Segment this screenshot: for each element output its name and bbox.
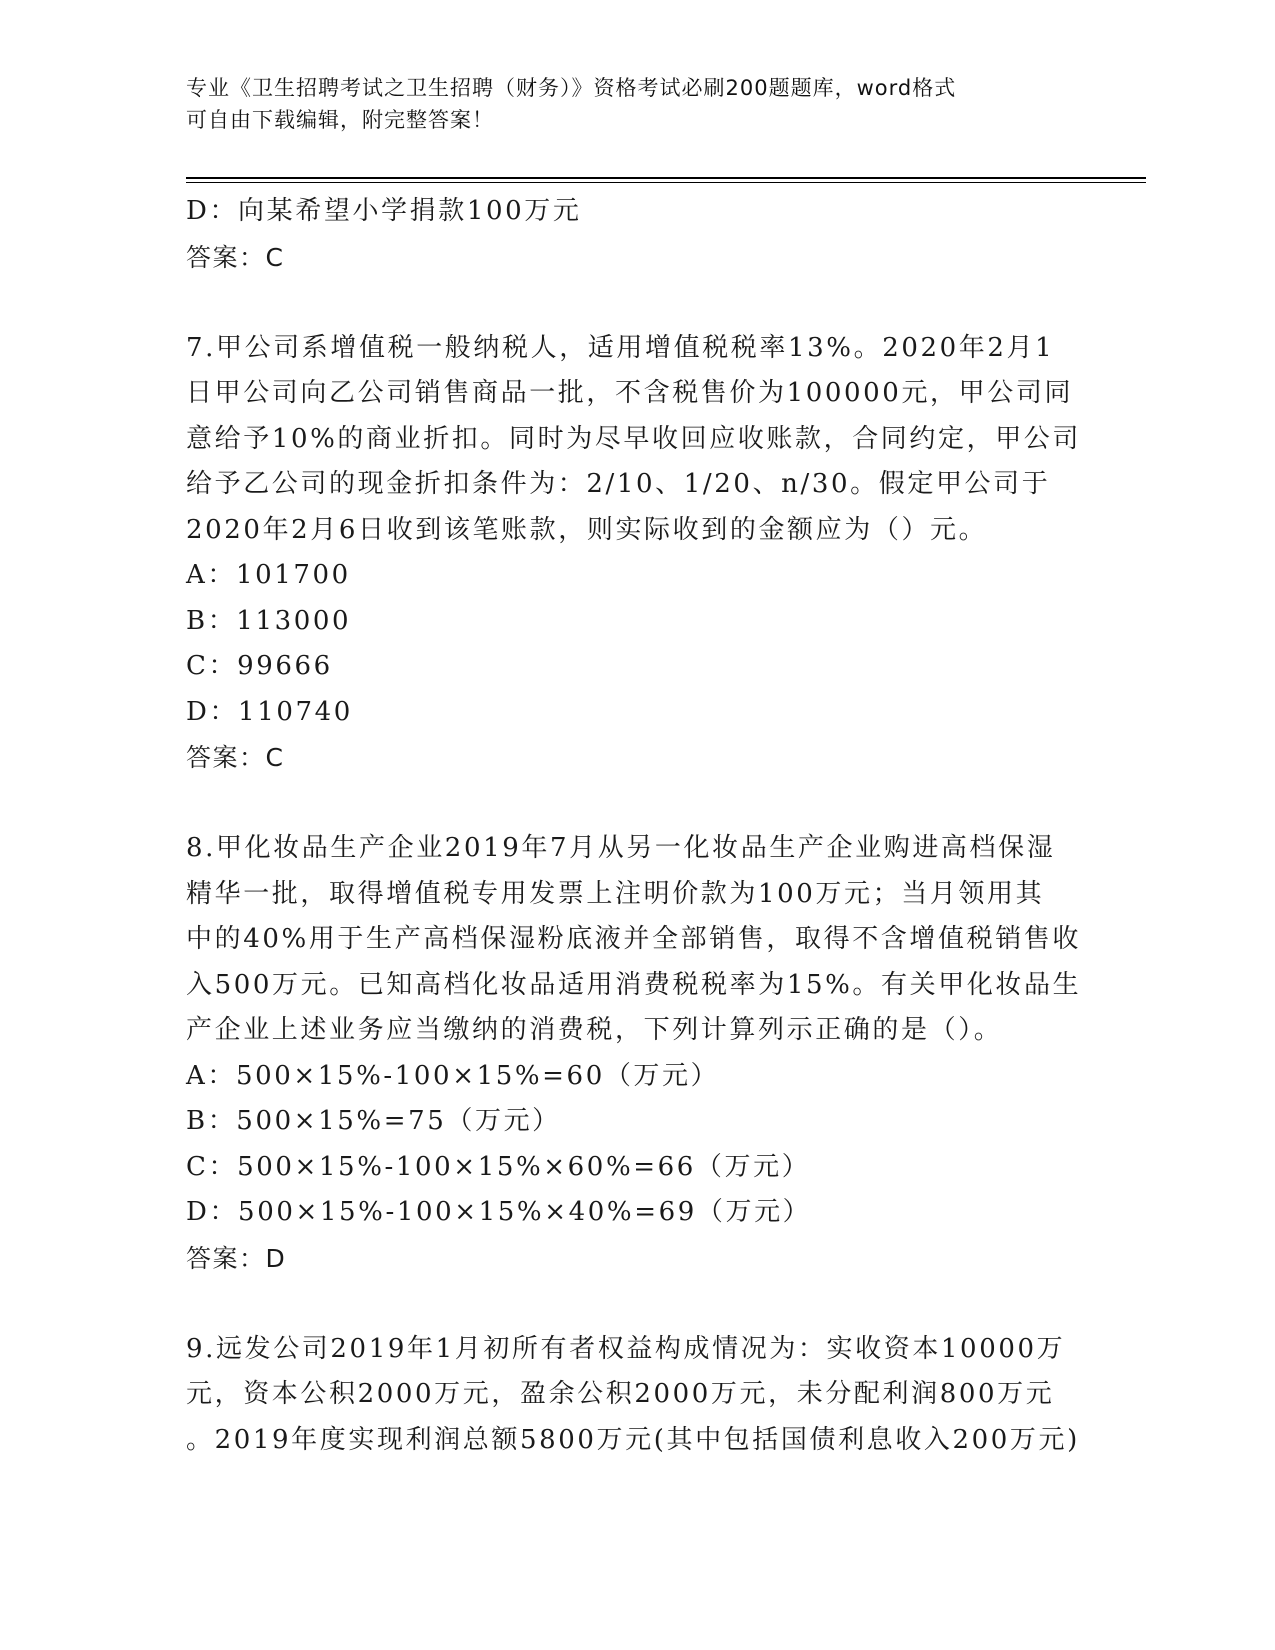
q8-option-c: C：500×15%-100×15%×60%=66（万元）: [186, 1151, 811, 1182]
q7-stem-line: 7.甲公司系增值税一般纳税人，适用增值税税率13%。2020年2月1: [186, 332, 1055, 363]
q7-option-c: C：99666: [186, 651, 333, 681]
page-header: [186, 72, 1086, 136]
q9-stem-line: 元，资本公积2000万元，盈余公积2000万元，未分配利润800万元: [186, 1379, 1055, 1409]
q8-stem-line: 8.甲化妆品生产企业2019年7月从另一化妆品生产企业购进高档保湿: [186, 833, 1056, 863]
q8-stem-line: 精华一批，取得增值税专用发票上注明价款为100万元；当月领用其: [186, 878, 1045, 909]
spacer: [186, 781, 1086, 827]
header-title-line-2: 可自由下载编辑，附完整答案！: [186, 108, 494, 132]
q6-answer: 答案：C: [186, 242, 285, 272]
document-body: [186, 189, 1086, 1463]
q8-answer: 答案：D: [186, 1243, 287, 1273]
q8-stem-line: 产企业上述业务应当缴纳的消费税，下列计算列示正确的是（）。: [186, 1015, 1003, 1045]
spacer: [186, 280, 1086, 326]
q7-option-d: D：110740: [186, 696, 353, 727]
header-rule-thick: [186, 177, 1146, 179]
q7-stem-line: 2020年2月6日收到该笔账款，则实际收到的金额应为（）元。: [186, 514, 988, 545]
q7-stem-line: 日甲公司向乙公司销售商品一批，不含税售价为100000元，甲公司同: [186, 378, 1074, 408]
q8-option-a: A：500×15%-100×15%=60（万元）: [186, 1060, 720, 1091]
question-9: [186, 1327, 1086, 1464]
header-rule-thin: [186, 182, 1146, 183]
q8-option-b: B：500×15%=75（万元）: [186, 1106, 561, 1136]
q7-answer: 答案：C: [186, 743, 285, 772]
q9-stem-line: 9.远发公司2019年1月初所有者权益构成情况为：实收资本10000万: [186, 1333, 1066, 1364]
q9-stem-line: 。2019年度实现利润总额5800万元(其中包括国债利息收入200万元): [186, 1424, 1080, 1455]
question-8: [186, 826, 1086, 1281]
question-7: [186, 326, 1086, 781]
q7-stem-line: 意给予10%的商业折扣。同时为尽早收回应收账款，合同约定，甲公司: [186, 423, 1081, 454]
q6-option-d: D：向某希望小学捐款100万元: [186, 196, 582, 226]
spacer: [186, 1281, 1086, 1327]
q8-stem-line: 入500万元。已知高档化妆品适用消费税税率为15%。有关甲化妆品生: [186, 969, 1082, 1000]
header-title-line-1: 专业《卫生招聘考试之卫生招聘（财务）》资格考试必刷200题题库，word格式: [186, 76, 957, 100]
q7-option-a: A：101700: [186, 560, 351, 590]
q7-option-b: B：113000: [186, 605, 352, 636]
q8-option-d: D：500×15%-100×15%×40%=69（万元）: [186, 1197, 812, 1227]
question-6-tail: [186, 189, 1086, 280]
q8-stem-line: 中的40%用于生产高档保湿粉底液并全部销售，取得不含增值税销售收: [186, 924, 1081, 954]
q7-stem-line: 给予乙公司的现金折扣条件为：2/10、1/20、n/30。假定甲公司于: [186, 469, 1051, 499]
